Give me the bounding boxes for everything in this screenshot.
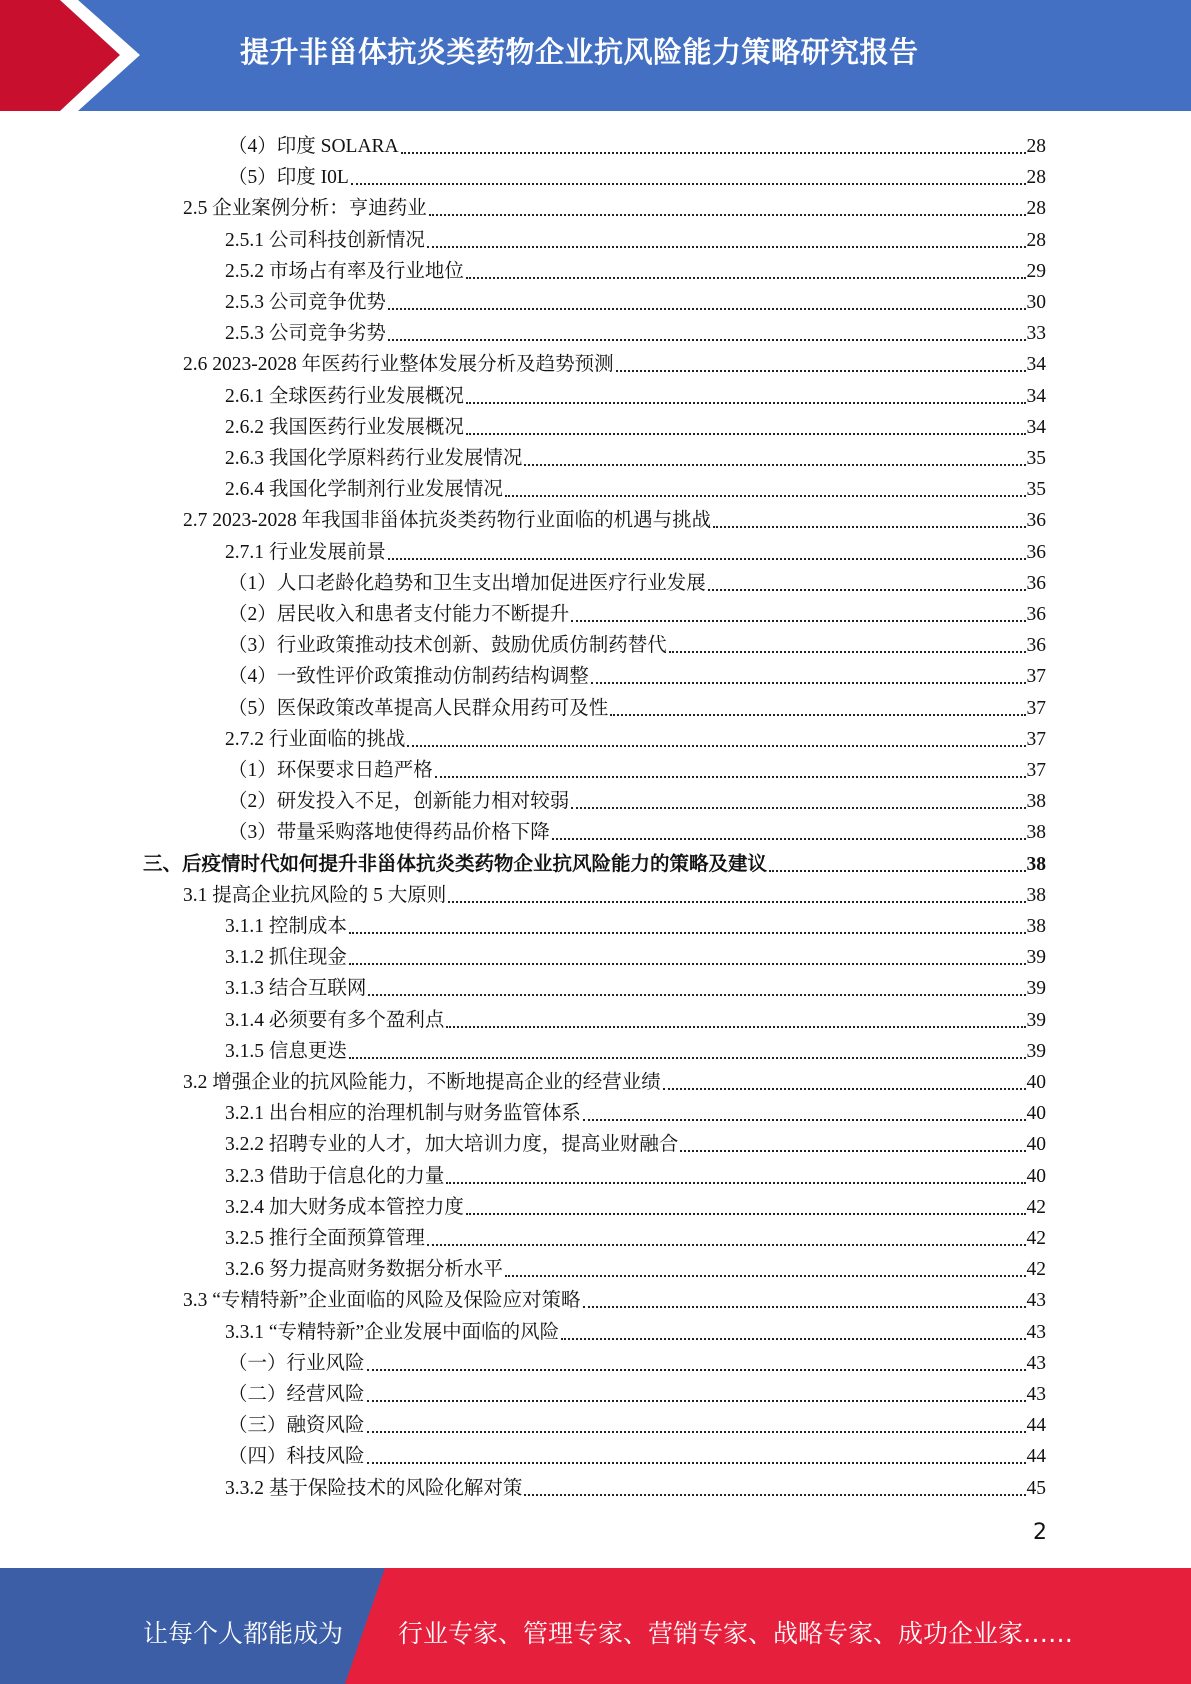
toc-entry-page: 42	[1026, 1196, 1046, 1218]
toc-entry[interactable]	[143, 846, 1046, 877]
toc-dot-leader	[388, 338, 1026, 341]
toc-entry-page: 28	[1026, 136, 1046, 157]
toc-dot-leader	[669, 650, 1026, 653]
toc-entry-label: （一）行业风险	[228, 1352, 365, 1374]
toc-entry-label: 2.6.4 我国化学制剂行业发展情况	[225, 479, 503, 501]
toc-dot-leader	[349, 1056, 1026, 1059]
toc-entry-label: （1）人口老龄化趋势和卫生支出增加促进医疗行业发展	[228, 572, 706, 594]
toc-entry-page: 37	[1026, 728, 1046, 750]
toc-entry-label: （5）印度 I0L	[228, 167, 349, 189]
toc-entry[interactable]	[228, 565, 1046, 596]
toc-entry-page: 34	[1026, 385, 1046, 407]
footer-slogan-right: 行业专家、管理专家、营销专家、战略专家、成功企业家……	[398, 1619, 1074, 1648]
toc-entry[interactable]	[228, 783, 1046, 814]
toc-entry[interactable]	[225, 1002, 1046, 1033]
toc-entry-page: 36	[1026, 541, 1046, 563]
toc-dot-leader	[524, 1493, 1025, 1496]
toc-entry[interactable]	[183, 502, 1046, 533]
toc-entry-label: 3.2.1 出台相应的治理机制与财务监管体系	[225, 1103, 581, 1125]
toc-entry[interactable]	[183, 190, 1046, 221]
toc-dot-leader	[466, 401, 1026, 404]
toc-entry-page: 35	[1026, 448, 1046, 469]
toc-entry[interactable]	[228, 627, 1046, 658]
toc-entry-page: 37	[1026, 697, 1046, 719]
toc-entry-page: 38	[1026, 791, 1046, 813]
toc-entry-label: 3.2.5 推行全面预算管理	[225, 1228, 425, 1249]
toc-dot-leader	[368, 993, 1025, 996]
toc-dot-leader	[388, 307, 1026, 310]
toc-entry-page: 38	[1026, 916, 1046, 937]
toc-dot-leader	[349, 931, 1026, 934]
toc-entry[interactable]	[225, 284, 1046, 315]
toc-dot-leader	[367, 1399, 1026, 1402]
toc-dot-leader	[466, 432, 1026, 435]
toc-dot-leader	[680, 1149, 1025, 1152]
toc-entry-page: 39	[1026, 1009, 1046, 1031]
toc-dot-leader	[505, 494, 1026, 497]
toc-entry-page: 34	[1026, 416, 1046, 438]
toc-entry-label: （四）科技风险	[228, 1446, 365, 1468]
report-title: 提升非甾体抗炎类药物企业抗风险能力策略研究报告	[240, 35, 919, 69]
toc-entry[interactable]	[225, 1220, 1046, 1251]
toc-entry[interactable]	[228, 814, 1046, 845]
toc-entry-page: 43	[1026, 1352, 1046, 1374]
toc-entry-label: 3.2.2 招聘专业的人才，加大培训力度，提高业财融合	[225, 1134, 679, 1156]
toc-entry-label: 3.2.6 努力提高财务数据分析水平	[225, 1259, 503, 1281]
toc-entry[interactable]	[183, 346, 1046, 377]
toc-entry[interactable]	[228, 1376, 1046, 1407]
toc-dot-leader	[610, 713, 1025, 716]
toc-entry-label: （3）行业政策推动技术创新、鼓励优质仿制药替代	[228, 635, 667, 657]
toc-dot-leader	[616, 369, 1026, 372]
toc-entry-label: 3.3.1 “专精特新”企业发展中面临的风险	[225, 1321, 560, 1343]
toc-entry[interactable]	[225, 222, 1046, 253]
toc-entry-label: 2.7.2 行业面临的挑战	[225, 728, 406, 750]
toc-entry[interactable]	[228, 658, 1046, 689]
toc-entry-label: 3.1.3 结合互联网	[225, 978, 367, 1000]
toc-dot-leader	[435, 775, 1026, 778]
toc-entry[interactable]	[225, 908, 1046, 939]
toc-dot-leader	[446, 1025, 1025, 1028]
toc-dot-leader	[427, 1243, 1026, 1246]
toc-entry-label: 3.2 增强企业的抗风险能力，不断地提高企业的经营业绩	[183, 1072, 661, 1093]
toc-entry-label: （4）印度 SOLARA	[228, 136, 399, 157]
toc-entry-label: （3）带量采购落地使得药品价格下降	[228, 822, 550, 844]
toc-entry[interactable]	[225, 378, 1046, 409]
toc-entry[interactable]	[183, 1282, 1046, 1313]
toc-dot-leader	[448, 900, 1025, 903]
toc-entry[interactable]	[228, 752, 1046, 783]
footer-banner	[0, 1568, 1191, 1684]
toc-entry[interactable]	[225, 939, 1046, 970]
toc-entry[interactable]	[225, 970, 1046, 1001]
toc-dot-leader	[367, 1368, 1026, 1371]
toc-entry[interactable]	[225, 440, 1046, 471]
toc-dot-leader	[427, 245, 1026, 248]
toc-entry-page: 44	[1026, 1415, 1046, 1437]
toc-dot-leader	[663, 1087, 1026, 1090]
toc-entry-page: 42	[1026, 1259, 1046, 1281]
toc-entry-page: 33	[1026, 323, 1046, 345]
toc-entry-page: 38	[1026, 822, 1046, 844]
toc-entry-label: （三）融资风险	[228, 1415, 365, 1437]
toc-entry-page: 36	[1026, 635, 1046, 657]
toc-entry-label: 2.6.3 我国化学原料药行业发展情况	[225, 448, 523, 469]
toc-entry-label: 3.1.1 控制成本	[225, 916, 347, 937]
toc-entry[interactable]	[183, 877, 1046, 908]
toc-entry[interactable]	[228, 1438, 1046, 1469]
toc-entry[interactable]	[228, 596, 1046, 627]
toc-entry[interactable]	[228, 690, 1046, 721]
toc-entry-label: 3.3.2 基于保险技术的风险化解对策	[225, 1477, 523, 1499]
toc-entry[interactable]	[225, 721, 1046, 752]
toc-entry-page: 34	[1026, 354, 1046, 376]
toc-entry[interactable]	[228, 128, 1046, 159]
toc-entry[interactable]	[225, 471, 1046, 502]
toc-entry-page: 43	[1026, 1384, 1046, 1405]
toc-entry-page: 35	[1026, 479, 1046, 501]
toc-dot-leader	[388, 557, 1026, 560]
toc-entry-page: 40	[1026, 1134, 1046, 1156]
toc-entry-label: 3.1.2 抓住现金	[225, 947, 347, 969]
toc-entry-label: 三、后疫情时代如何提升非甾体抗炎类药物企业抗风险能力的策略及建议	[143, 853, 768, 875]
toc-dot-leader	[571, 619, 1025, 622]
toc-entry-label: 2.5.3 公司竞争劣势	[225, 323, 386, 345]
toc-entry-page: 38	[1026, 884, 1046, 906]
toc-entry[interactable]	[225, 1126, 1046, 1157]
toc-entry-page: 28	[1026, 167, 1046, 189]
toc-dot-leader	[583, 1118, 1026, 1121]
toc-entry[interactable]	[225, 1033, 1046, 1064]
toc-dot-leader	[446, 1181, 1025, 1184]
toc-entry-label: 2.6 2023-2028 年医药行业整体发展分析及趋势预测	[183, 354, 614, 376]
toc-dot-leader	[349, 962, 1026, 965]
page-number: 2	[1033, 1520, 1047, 1545]
toc-entry-page: 28	[1026, 229, 1046, 251]
toc-entry-label: 2.7.1 行业发展前景	[225, 541, 386, 563]
toc-entry-page: 43	[1026, 1321, 1046, 1343]
toc-entry[interactable]	[225, 534, 1046, 565]
toc-entry-label: （2）居民收入和患者支付能力不断提升	[228, 604, 570, 625]
toc-entry-label: 3.2.3 借助于信息化的力量	[225, 1165, 445, 1187]
toc-dot-leader	[429, 213, 1026, 216]
header-banner	[0, 0, 1191, 111]
toc-dot-leader	[583, 1305, 1026, 1308]
toc-entry-page: 39	[1026, 978, 1046, 1000]
toc-dot-leader	[466, 1212, 1026, 1215]
toc-entry[interactable]	[225, 1158, 1046, 1189]
toc-entry[interactable]	[228, 159, 1046, 190]
toc-dot-leader	[401, 151, 1026, 154]
toc-entry[interactable]	[225, 315, 1046, 346]
toc-entry-label: 3.1.4 必须要有多个盈利点	[225, 1009, 445, 1031]
toc-dot-leader	[505, 1274, 1026, 1277]
toc-dot-leader	[367, 1430, 1026, 1433]
toc-dot-leader	[466, 276, 1026, 279]
toc-entry-page: 36	[1026, 604, 1046, 625]
toc-dot-leader	[407, 744, 1025, 747]
header-arrow-decoration	[0, 0, 160, 111]
toc-entry-page: 42	[1026, 1228, 1046, 1249]
footer-slogan-left: 让每个人都能成为	[143, 1619, 344, 1648]
toc-entry[interactable]	[228, 1345, 1046, 1376]
toc-entry-label: 2.7 2023-2028 年我国非甾体抗炎类药物行业面临的机遇与挑战	[183, 510, 712, 532]
toc-entry[interactable]	[225, 253, 1046, 284]
toc-dot-leader	[367, 1461, 1026, 1464]
toc-entry-label: （2）研发投入不足，创新能力相对较弱	[228, 791, 570, 813]
toc-entry-label: （二）经营风险	[228, 1384, 365, 1405]
toc-entry-label: 3.1.5 信息更迭	[225, 1040, 347, 1062]
toc-entry-label: 2.5.3 公司竞争优势	[225, 292, 386, 313]
toc-dot-leader	[552, 837, 1026, 840]
toc-entry-label: 2.5.2 市场占有率及行业地位	[225, 260, 464, 282]
toc-dot-leader	[571, 806, 1025, 809]
toc-entry-page: 43	[1026, 1290, 1046, 1312]
toc-entry[interactable]	[225, 1189, 1046, 1220]
toc-entry[interactable]	[225, 1095, 1046, 1126]
toc-entry-page: 39	[1026, 1040, 1046, 1062]
toc-entry-page: 40	[1026, 1072, 1046, 1093]
toc-entry-label: （4）一致性评价政策推动仿制药结构调整	[228, 666, 589, 688]
toc-entry-page: 38	[1026, 853, 1046, 875]
toc-dot-leader	[561, 1337, 1025, 1340]
toc-entry-page: 45	[1026, 1477, 1046, 1499]
toc-entry-label: 2.6.2 我国医药行业发展概况	[225, 416, 464, 438]
toc-entry-label: 3.1 提高企业抗风险的 5 大原则	[183, 884, 447, 906]
toc-entry-page: 28	[1026, 198, 1046, 220]
toc-entry-page: 37	[1026, 666, 1046, 688]
toc-entry-page: 36	[1026, 572, 1046, 594]
toc-entry-page: 30	[1026, 292, 1046, 313]
toc-entry-label: 2.5 企业案例分析：亨迪药业	[183, 198, 427, 220]
toc-entry-label: 3.3 “专精特新”企业面临的风险及保险应对策略	[183, 1290, 581, 1312]
toc-dot-leader	[769, 869, 1025, 872]
toc-entry-page: 40	[1026, 1103, 1046, 1125]
toc-entry-label: （5）医保政策改革提高人民群众用药可及性	[228, 697, 609, 719]
toc-entry[interactable]	[225, 409, 1046, 440]
toc-entry[interactable]	[225, 1314, 1046, 1345]
toc-entry-page: 37	[1026, 760, 1046, 781]
toc-entry[interactable]	[225, 1251, 1046, 1282]
toc-entry-label: （1）环保要求日趋严格	[228, 760, 433, 781]
toc-dot-leader	[524, 463, 1025, 466]
toc-entry[interactable]	[183, 1064, 1046, 1095]
toc-entry-page: 44	[1026, 1446, 1046, 1468]
toc-entry-label: 3.2.4 加大财务成本管控力度	[225, 1196, 464, 1218]
toc-dot-leader	[591, 681, 1026, 684]
toc-entry-page: 36	[1026, 510, 1046, 532]
toc-entry-page: 40	[1026, 1165, 1046, 1187]
toc-entry[interactable]	[228, 1407, 1046, 1438]
toc-entry-label: 2.6.1 全球医药行业发展概况	[225, 385, 464, 407]
toc-dot-leader	[708, 588, 1026, 591]
toc-entry[interactable]	[225, 1470, 1046, 1501]
toc-entry-page: 29	[1026, 260, 1046, 282]
toc-dot-leader	[713, 525, 1025, 528]
toc-dot-leader	[351, 182, 1026, 185]
toc-entry-label: 2.5.1 公司科技创新情况	[225, 229, 425, 251]
toc-entry-page: 39	[1026, 947, 1046, 969]
